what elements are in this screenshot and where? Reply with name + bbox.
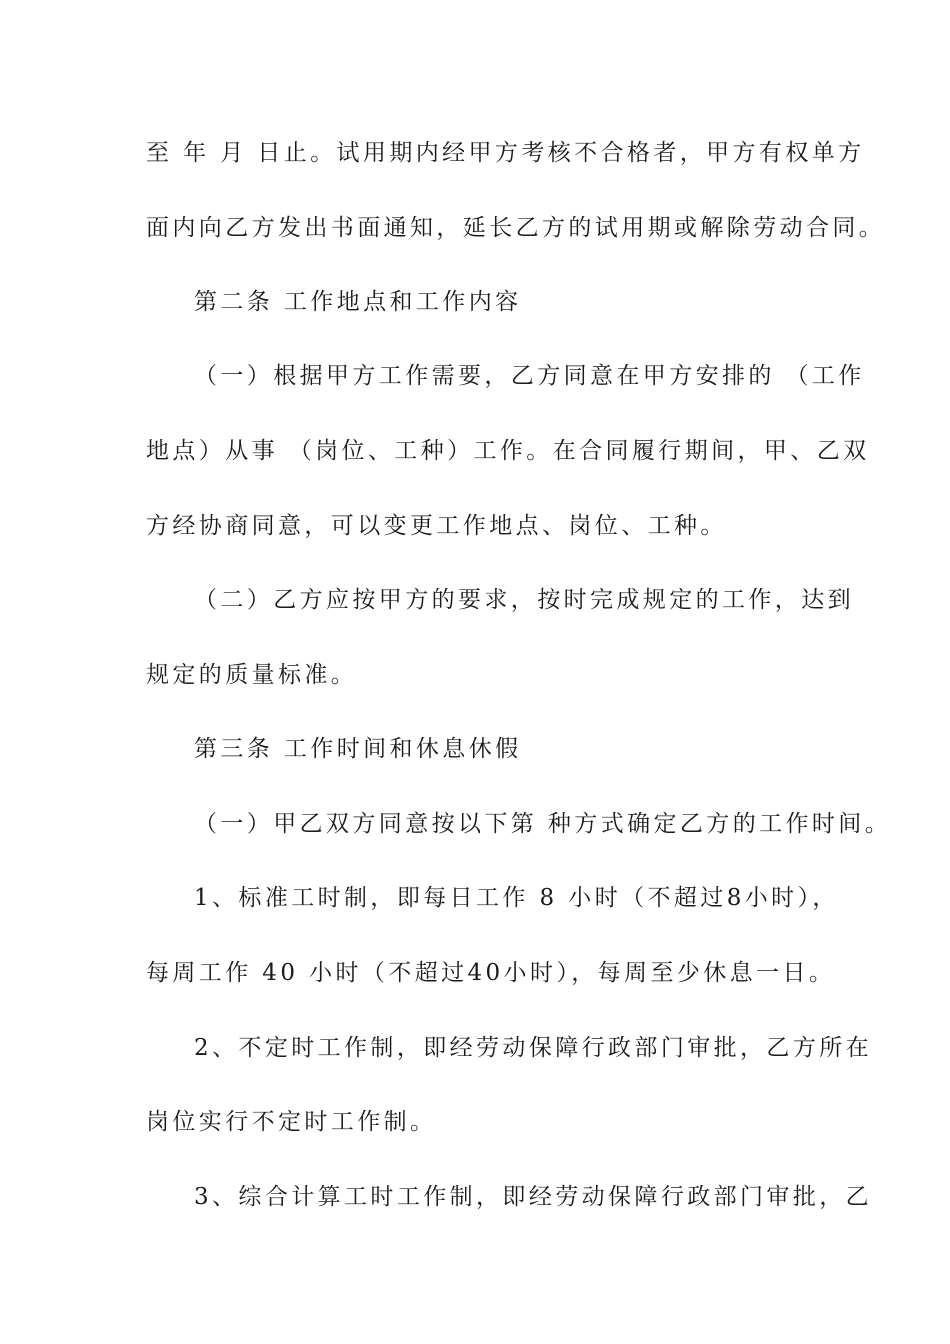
paragraph-line: 岗位实行不定时工作制。 [146,1109,437,1135]
article-heading: 第三条 工作时间和休息休假 [194,736,522,762]
paragraph-line: 方经协商同意，可以变更工作地点、岗位、工种。 [146,513,727,539]
paragraph-line: （二）乙方应按甲方的要求，按时完成规定的工作，达到 [194,587,854,613]
paragraph-line: 至 年 月 日止。试用期内经甲方考核不合格者，甲方有权单方 [146,140,865,166]
article-heading: 第二条 工作地点和工作内容 [194,289,522,315]
paragraph-line: （一）根据甲方工作需要，乙方同意在甲方安排的 （工作 [194,363,865,389]
paragraph-line: 3、综合计算工时工作制，即经劳动保障行政部门审批，乙 [194,1184,873,1210]
paragraph-line: 地点）从事 （岗位、工种）工作。在合同履行期间，甲、乙双 [146,438,870,464]
paragraph-line: 每周工作 40 小时（不超过40小时），每周至少休息一日。 [146,960,836,986]
paragraph-line: 面内向乙方发出书面通知，延长乙方的试用期或解除劳动合同。 [146,215,886,241]
paragraph-line: 规定的质量标准。 [146,662,358,688]
paragraph-line: 1、标准工时制，即每日工作 8 小时（不超过8小时）， [194,885,839,911]
paragraph-line: （一）甲乙双方同意按以下第 种方式确定乙方的工作时间。 [194,811,892,837]
paragraph-line: 2、不定时工作制，即经劳动保障行政部门审批，乙方所在 [194,1035,873,1061]
